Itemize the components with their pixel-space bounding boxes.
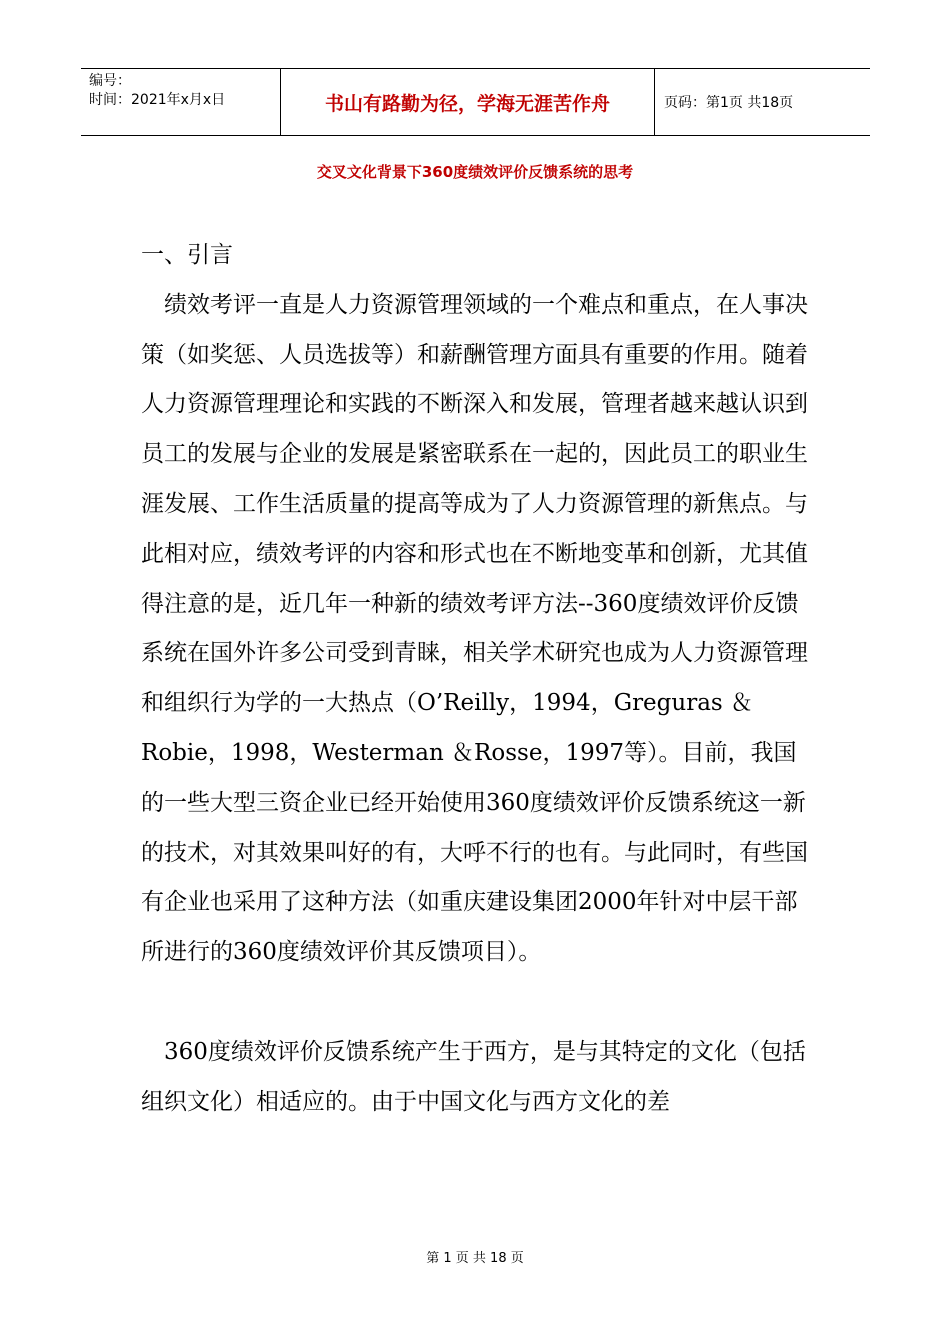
page-footer: 第 1 页 共 18 页 bbox=[426, 1251, 524, 1266]
header-meta-cell bbox=[81, 69, 281, 135]
header-page-info: 页码：第1页 共18页 bbox=[664, 95, 794, 111]
header-page-cell bbox=[655, 69, 870, 135]
body-paragraph-2: 360度绩效评价反馈系统产生于西方，是与其特定的文化（包括组织文化）相适应的。由于中国文化与西方文化的差 bbox=[141, 1038, 806, 1115]
paragraph-spacer bbox=[141, 978, 811, 1028]
header-motto: 书山有路勤为径，学海无涯苦作舟 bbox=[324, 92, 610, 115]
document-date-label: 时间：2021年x月x日 bbox=[89, 92, 226, 108]
document-number-label: 编号： bbox=[89, 73, 131, 89]
body-paragraph-1: 绩效考评一直是人力资源管理领域的一个难点和重点，在人事决策（如奖惩、人员选拔等）和薪酬管理方面具有重要的作用。随着人力资源管理理论和实践的不断深入和发展，管理者越来越认识到员工的发展与企业的发展是紧密联系在一起的，因此员工的职业生涯发展、工作生活质量的提高等成为了人力资源管理的新焦点。与此相对应，绩效考评的内容和形式也在不断地变革和创新，尤其值得注意的是，近几年一种新的绩效考评方法--360度绩效评价反馈系统在国外许多公司受到青睐，相关学术研究也成为人力资源管理和组织行为学的一大热点（O’Reilly，1994，Greguras ＆ Robie，1998，Westerman ＆Rosse，1997等）。目前，我国的一些大型三资企业已经开始使用360度绩效评价反馈系统这一新的技术，对其效果叫好的有，大呼不行的也有。与此同时，有些国有企业也采用了这种方法（如重庆建设集团2000年针对中层干部所进行的360度绩效评价其反馈项目）。 bbox=[141, 291, 808, 966]
document-title: 交叉文化背景下360度绩效评价反馈系统的思考 bbox=[316, 163, 634, 181]
header-table bbox=[81, 68, 870, 136]
header-motto-cell bbox=[281, 69, 655, 135]
document-body bbox=[141, 231, 811, 1127]
section-heading: 一、引言 bbox=[141, 242, 233, 268]
